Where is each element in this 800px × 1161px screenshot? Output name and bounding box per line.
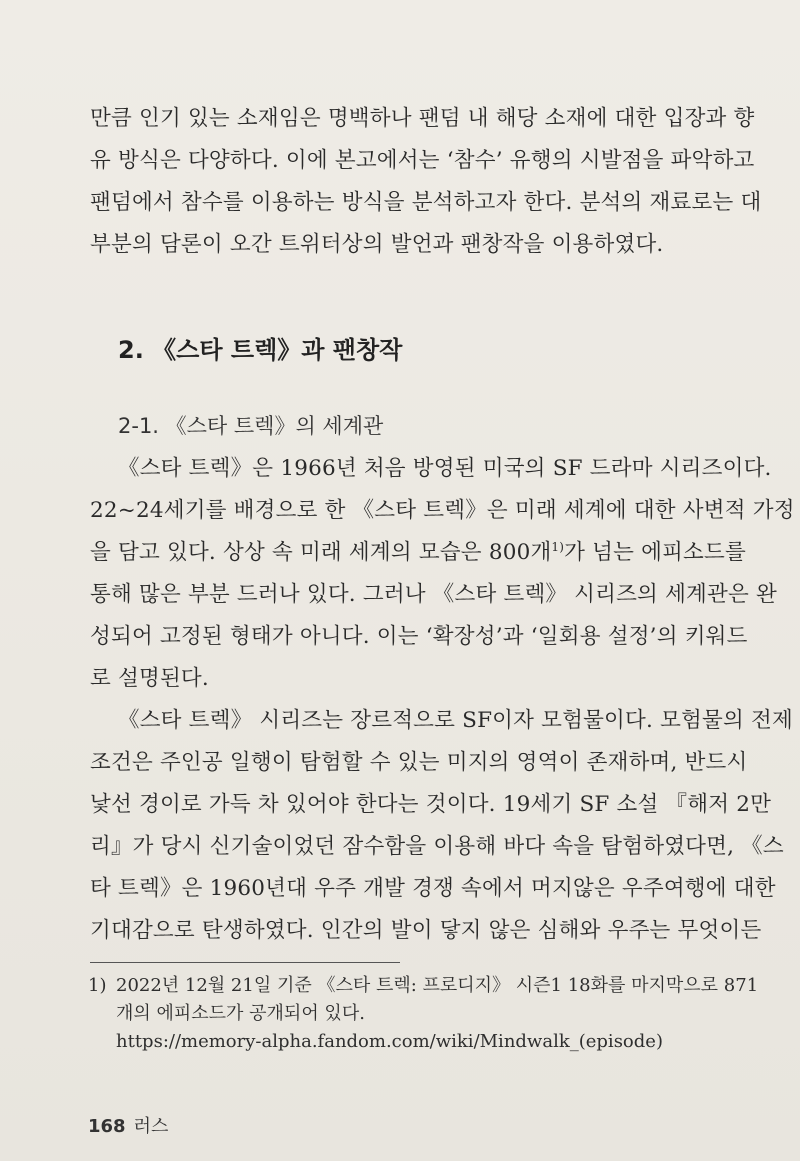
running-head: 러스 (133, 1116, 169, 1137)
footnote-marker: 1) (88, 975, 107, 996)
section-heading: 2. 《스타 트렉》과 팬창작 (118, 336, 403, 364)
p2-line-2: 22~24세기를 배경으로 한 《스타 트렉》은 미래 세계에 대한 사변적 가정 (90, 498, 795, 523)
footnote-url[interactable]: https://memory-alpha.fandom.com/wiki/Mindwalk_(episode) (116, 1031, 663, 1052)
p2-line-1: 《스타 트렉》은 1966년 처음 방영된 미국의 SF 드라마 시리즈이다. (118, 456, 772, 481)
page-number: 168 (88, 1116, 126, 1137)
p2-line-4: 통해 많은 부분 드러나 있다. 그러나 《스타 트렉》 시리즈의 세계관은 완 (90, 582, 777, 607)
footnote-line-2: 개의 에피소드가 공개되어 있다. (116, 1003, 365, 1024)
subsection-heading: 2-1. 《스타 트렉》의 세계관 (118, 414, 384, 438)
p3-line-1: 《스타 트렉》 시리즈는 장르적으로 SF이자 모험물이다. 모험물의 전제 (118, 708, 793, 733)
footnote-divider (90, 962, 400, 963)
intro-line-1: 만큼 인기 있는 소재임은 명백하나 팬덤 내 해당 소재에 대한 입장과 향 (90, 106, 755, 131)
p3-line-5: 타 트렉》은 1960년대 우주 개발 경쟁 속에서 머지않은 우주여행에 대한 (90, 876, 776, 901)
intro-line-3: 팬덤에서 참수를 이용하는 방식을 분석하고자 한다. 분석의 재료로는 대 (90, 190, 762, 215)
footnote-line-1: 2022년 12월 21일 기준 《스타 트렉: 프로디지》 시즌1 18화를 마지막으로 871 (116, 975, 759, 996)
footnote-reference[interactable]: 1) (551, 539, 565, 554)
p2-line-5: 성되어 고정된 형태가 아니다. 이는 ‘확장성’과 ‘일회용 설정’의 키워드 (90, 624, 748, 649)
p3-line-4: 리』가 당시 신기술이었던 잠수함을 이용해 바다 속을 탐험하였다면, 《스 (90, 834, 784, 859)
intro-line-2: 유 방식은 다양하다. 이에 본고에서는 ‘참수’ 유행의 시발점을 파악하고 (90, 148, 755, 173)
p2-line-6: 로 설명된다. (90, 666, 209, 691)
p2-line-3 (90, 532, 746, 574)
p2-line-3-text-b: 가 넘는 에피소드를 (564, 540, 746, 565)
page-folio (88, 1112, 168, 1138)
p2-line-3-text-a: 을 담고 있다. 상상 속 미래 세계의 모습은 800개 (90, 540, 552, 565)
intro-line-4: 부분의 담론이 오간 트위터상의 발언과 팬창작을 이용하였다. (90, 232, 664, 257)
p3-line-2: 조건은 주인공 일행이 탐험할 수 있는 미지의 영역이 존재하며, 반드시 (90, 750, 748, 775)
p3-line-6: 기대감으로 탄생하였다. 인간의 발이 닿지 않은 심해와 우주는 무엇이든 (90, 918, 762, 943)
p3-line-3: 낯선 경이로 가득 차 있어야 한다는 것이다. 19세기 SF 소설 『해저 2만 (90, 792, 772, 817)
